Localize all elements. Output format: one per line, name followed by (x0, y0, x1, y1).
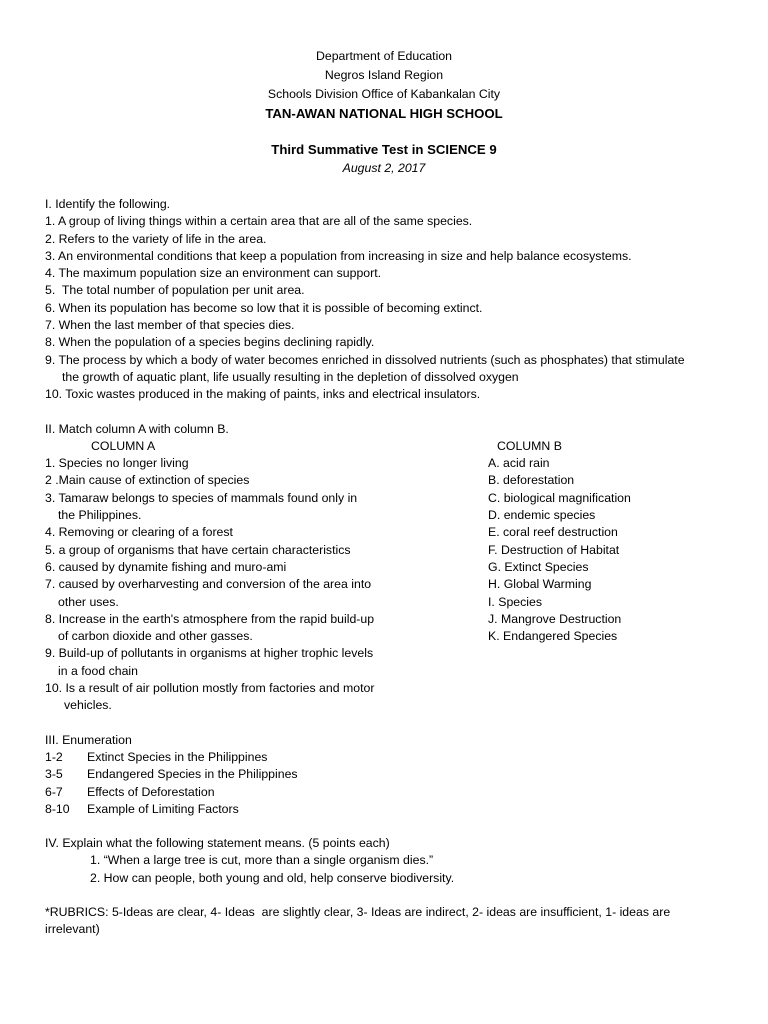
list-item: 6. When its population has become so low that it is possible of becoming extinct. (45, 300, 483, 315)
list-item: B. deforestation (488, 473, 575, 488)
enumeration-number: 1-2 (45, 749, 63, 764)
list-item: I. Species (488, 594, 542, 609)
rubrics-section (45, 904, 725, 939)
column-b (488, 438, 631, 646)
list-item: 3. An environmental conditions that keep a population from increasing in size and help balance ecosystems. (45, 248, 632, 263)
enumeration-number: 3-5 (45, 767, 63, 782)
column-b-heading: COLUMN B (497, 438, 562, 453)
list-item: D. endemic species (488, 508, 596, 523)
column-a (45, 438, 465, 715)
list-item: 5. a group of organisms that have certain characteristics (45, 542, 351, 557)
list-item: 2. How can people, both young and old, help conserve biodiversity. (90, 870, 455, 885)
list-item: 1. Species no longer living (45, 456, 189, 471)
column-a-heading: COLUMN A (91, 438, 156, 453)
list-item: 9. Build-up of pollutants in organisms at higher trophic levels (45, 646, 374, 661)
part2-heading: II. Match column A with column B. (45, 421, 229, 436)
list-item: 4. Removing or clearing of a forest (45, 525, 233, 540)
list-item-continuation: vehicles. (64, 698, 112, 713)
list-item-continuation: the Philippines. (58, 508, 142, 523)
list-item: 9. The process by which a body of water becomes enriched in dissolved nutrients (such as phosphates) that stimulate (45, 352, 685, 367)
list-item: 4. The maximum population size an environment can support. (45, 266, 382, 281)
list-item: 8. Increase in the earth's atmosphere from the rapid build-up (45, 611, 375, 626)
list-item: 7. caused by overharvesting and conversion of the area into (45, 577, 372, 592)
list-item-continuation: in a food chain (58, 663, 138, 678)
list-item: 8. When the population of a species begins declining rapidly. (45, 335, 375, 350)
header-region: Negros Island Region (324, 68, 444, 82)
test-title: Third Summative Test in SCIENCE 9 (271, 142, 497, 157)
list-item: K. Endangered Species (488, 629, 618, 644)
enumeration-row (45, 801, 725, 818)
list-item: H. Global Warming (488, 577, 592, 592)
list-item: 6. caused by dynamite fishing and muro-ami (45, 559, 287, 574)
school-name: TAN-AWAN NATIONAL HIGH SCHOOL (265, 106, 503, 121)
test-body (45, 196, 725, 939)
enumeration-row (45, 766, 725, 783)
header-department: Department of Education (315, 49, 453, 63)
list-item: C. biological magnification (488, 490, 631, 505)
list-item-continuation: the growth of aquatic plant, life usually resulting in the depletion of dissolved oxygen (62, 369, 519, 384)
list-item-continuation: other uses. (58, 594, 119, 609)
rubrics-text: *RUBRICS: 5-Ideas are clear, 4- Ideas are slightly clear, 3- Ideas are indirect, 2- ideas are insufficient, 1- ideas are (45, 904, 671, 919)
list-item: J. Mangrove Destruction (488, 611, 622, 626)
rubrics-text-continuation: irrelevant) (45, 922, 100, 937)
list-item: G. Extinct Species (488, 559, 589, 574)
part2-section (45, 421, 725, 715)
enumeration-text: Endangered Species in the Philippines (87, 767, 298, 782)
part1-heading: I. Identify the following. (45, 197, 171, 211)
list-item: 3. Tamaraw belongs to species of mammals found only in (45, 490, 358, 505)
list-item: 1. “When a large tree is cut, more than a single organism dies.” (90, 853, 434, 868)
part4-heading: IV. Explain what the following statement means. (5 points each) (45, 836, 390, 851)
document-header (0, 47, 768, 178)
part4-section (45, 835, 725, 887)
enumeration-number: 8-10 (45, 801, 70, 816)
list-item: 7. When the last member of that species dies. (45, 318, 295, 333)
list-item: 10. Toxic wastes produced in the making of paints, inks and electrical insulators. (45, 387, 481, 402)
list-item: 2 .Main cause of extinction of species (45, 473, 250, 488)
enumeration-row (45, 749, 725, 766)
enumeration-text: Extinct Species in the Philippines (87, 749, 268, 764)
list-item: 2. Refers to the variety of life in the area. (45, 231, 267, 246)
enumeration-text: Effects of Deforestation (87, 784, 215, 799)
list-item: 10. Is a result of air pollution mostly from factories and motor (45, 681, 375, 696)
part3-heading: III. Enumeration (45, 732, 132, 747)
enumeration-text: Example of Limiting Factors (87, 801, 239, 816)
list-item: A. acid rain (488, 456, 550, 471)
list-item: 5. The total number of population per unit area. (45, 283, 305, 298)
part1-section (45, 196, 725, 404)
list-item: F. Destruction of Habitat (488, 542, 620, 557)
list-item: 1. A group of living things within a certain area that are all of the same species. (45, 214, 473, 229)
part3-section (45, 732, 725, 818)
header-division: Schools Division Office of Kabankalan City (267, 87, 501, 101)
test-date: August 2, 2017 (342, 161, 426, 175)
enumeration-number: 6-7 (45, 784, 63, 799)
enumeration-row (45, 784, 725, 801)
list-item-continuation: of carbon dioxide and other gasses. (58, 629, 253, 644)
list-item: E. coral reef destruction (488, 525, 618, 540)
